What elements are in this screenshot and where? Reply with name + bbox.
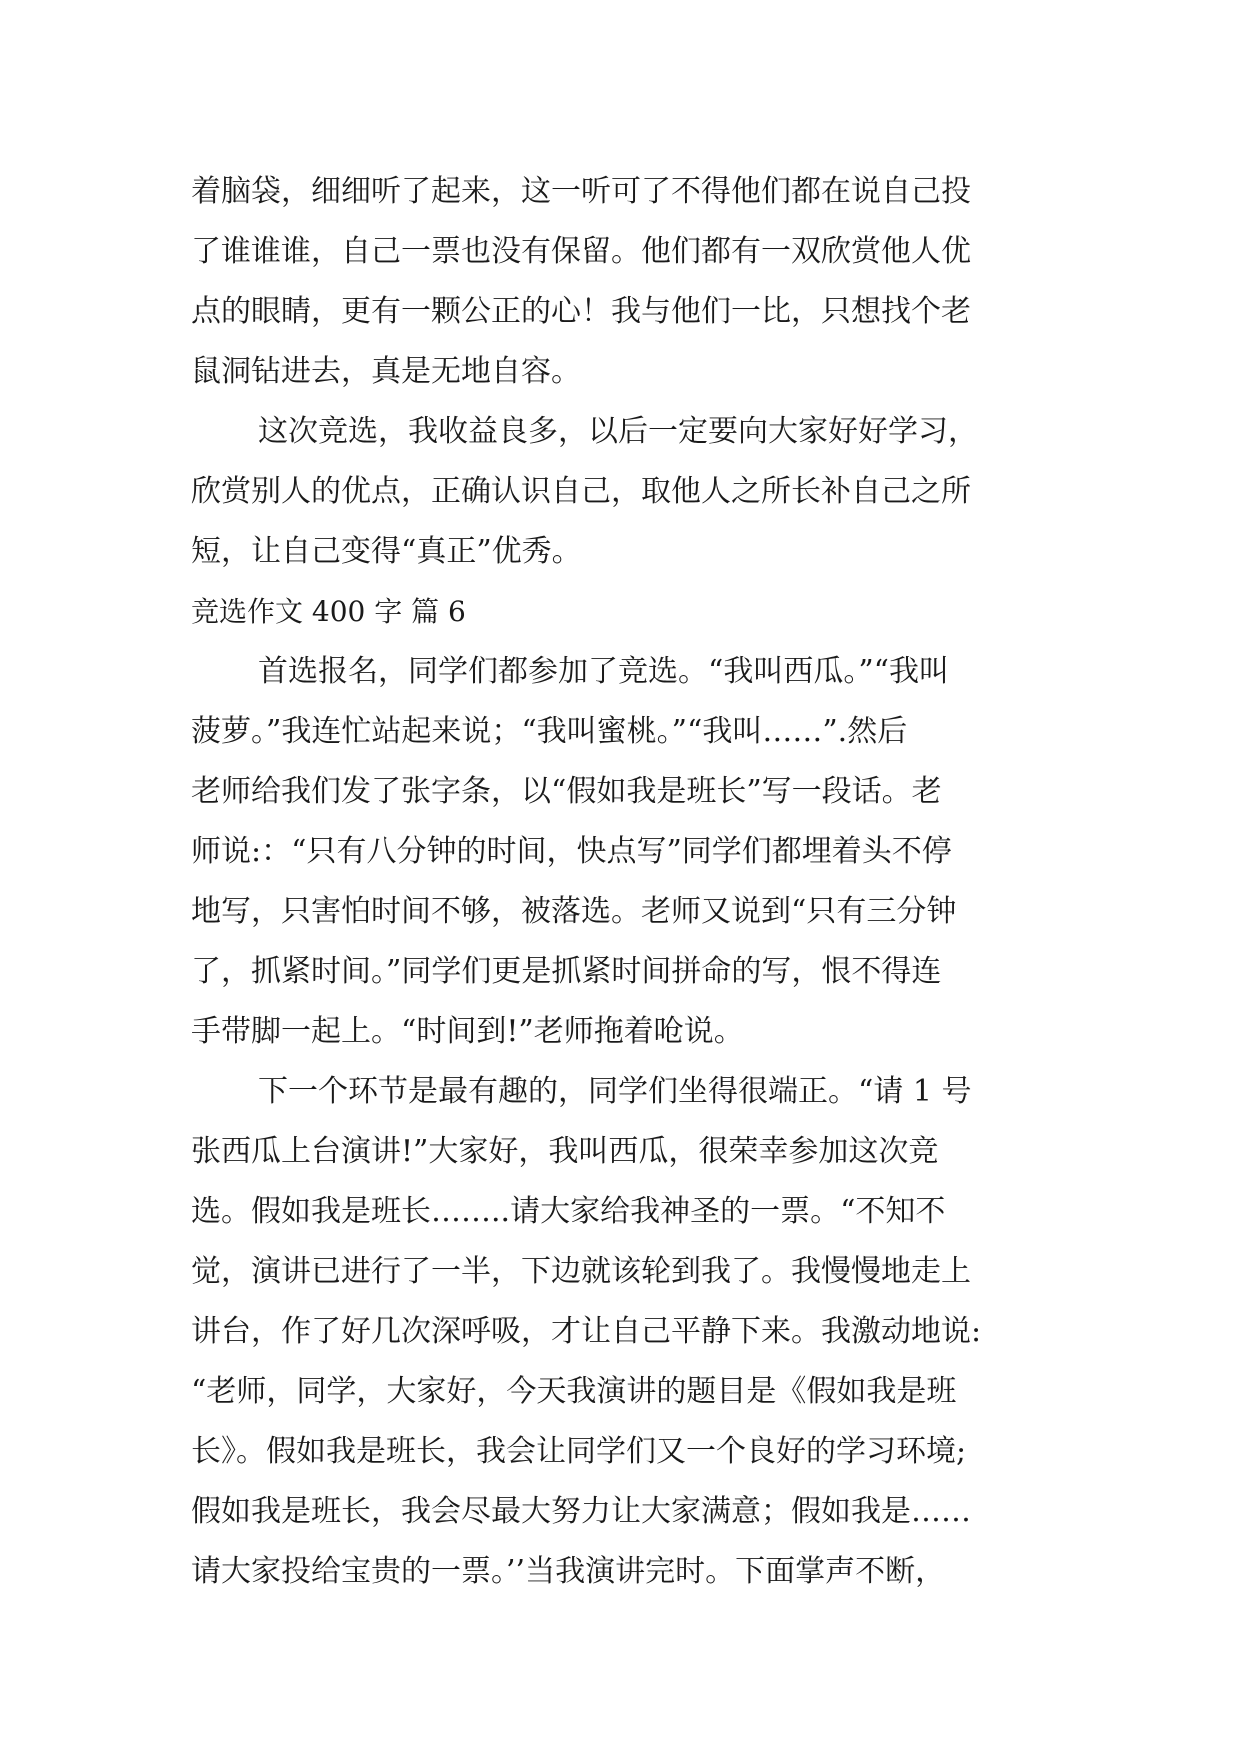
paragraph-4 bbox=[191, 1062, 1061, 1602]
text-line: 首选报名，同学们都参加了竞选。“我叫西瓜。”“我叫 bbox=[258, 654, 950, 689]
text-line: 了，抓紧时间。”同学们更是抓紧时间拼命的写，恨不得连 bbox=[191, 954, 942, 989]
text-line: 张西瓜上台演讲!”大家好，我叫西瓜，很荣幸参加这次竞 bbox=[191, 1134, 939, 1169]
paragraph-2 bbox=[191, 402, 1061, 582]
text-line: 觉，演讲已进行了一半，下边就该轮到我了。我慢慢地走上 bbox=[191, 1254, 971, 1289]
text-line: 欣赏别人的优点，正确认识自己，取他人之所长补自己之所 bbox=[191, 474, 971, 509]
section-heading: 竞选作文 400 字 篇 6 bbox=[191, 595, 466, 628]
text-line: 师说:：“只有八分钟的时间，快点写”同学们都埋着头不停 bbox=[191, 834, 952, 869]
text-line: 讲台，作了好几次深呼吸，才让自己平静下来。我激动地说: bbox=[191, 1314, 982, 1349]
text-line: 老师给我们发了张字条，以“假如我是班长”写一段话。老 bbox=[191, 774, 942, 809]
text-line: 菠萝。”我连忙站起来说；“我叫蜜桃。”“我叫……”.然后 bbox=[191, 714, 908, 749]
text-line: 手带脚一起上。“时间到!”老师拖着呛说。 bbox=[191, 1014, 744, 1049]
text-line: 点的眼睛，更有一颗公正的心！我与他们一比，只想找个老 bbox=[191, 294, 971, 329]
paragraph-1 bbox=[191, 162, 1061, 402]
text-line: 长》。假如我是班长，我会让同学们又一个良好的学习环境; bbox=[191, 1434, 967, 1469]
text-line: 鼠洞钻进去，真是无地自容。 bbox=[191, 354, 581, 389]
text-line: 下一个环节是最有趣的，同学们坐得很端正。“请 1 号 bbox=[258, 1074, 972, 1109]
document-page bbox=[191, 162, 1061, 1602]
text-line: 这次竞选，我收益良多，以后一定要向大家好好学习， bbox=[258, 414, 978, 449]
text-line: 请大家投给宝贵的一票。’’当我演讲完时。下面掌声不断， bbox=[191, 1554, 946, 1589]
text-line: 着脑袋，细细听了起来，这一听可了不得他们都在说自己投 bbox=[191, 174, 971, 209]
text-line: 选。假如我是班长……..请大家给我神圣的一票。“不知不 bbox=[191, 1194, 946, 1229]
text-line: 了谁谁谁，自己一票也没有保留。他们都有一双欣赏他人优 bbox=[191, 234, 971, 269]
text-line: 地写，只害怕时间不够，被落选。老师又说到“只有三分钟 bbox=[191, 894, 957, 929]
text-line: “老师，同学，大家好，今天我演讲的题目是《假如我是班 bbox=[191, 1374, 957, 1409]
text-line: 短，让自己变得“真正”优秀。 bbox=[191, 534, 582, 569]
paragraph-3 bbox=[191, 642, 1061, 1062]
text-line: 假如我是班长，我会尽最大努力让大家满意；假如我是…… bbox=[191, 1494, 971, 1529]
